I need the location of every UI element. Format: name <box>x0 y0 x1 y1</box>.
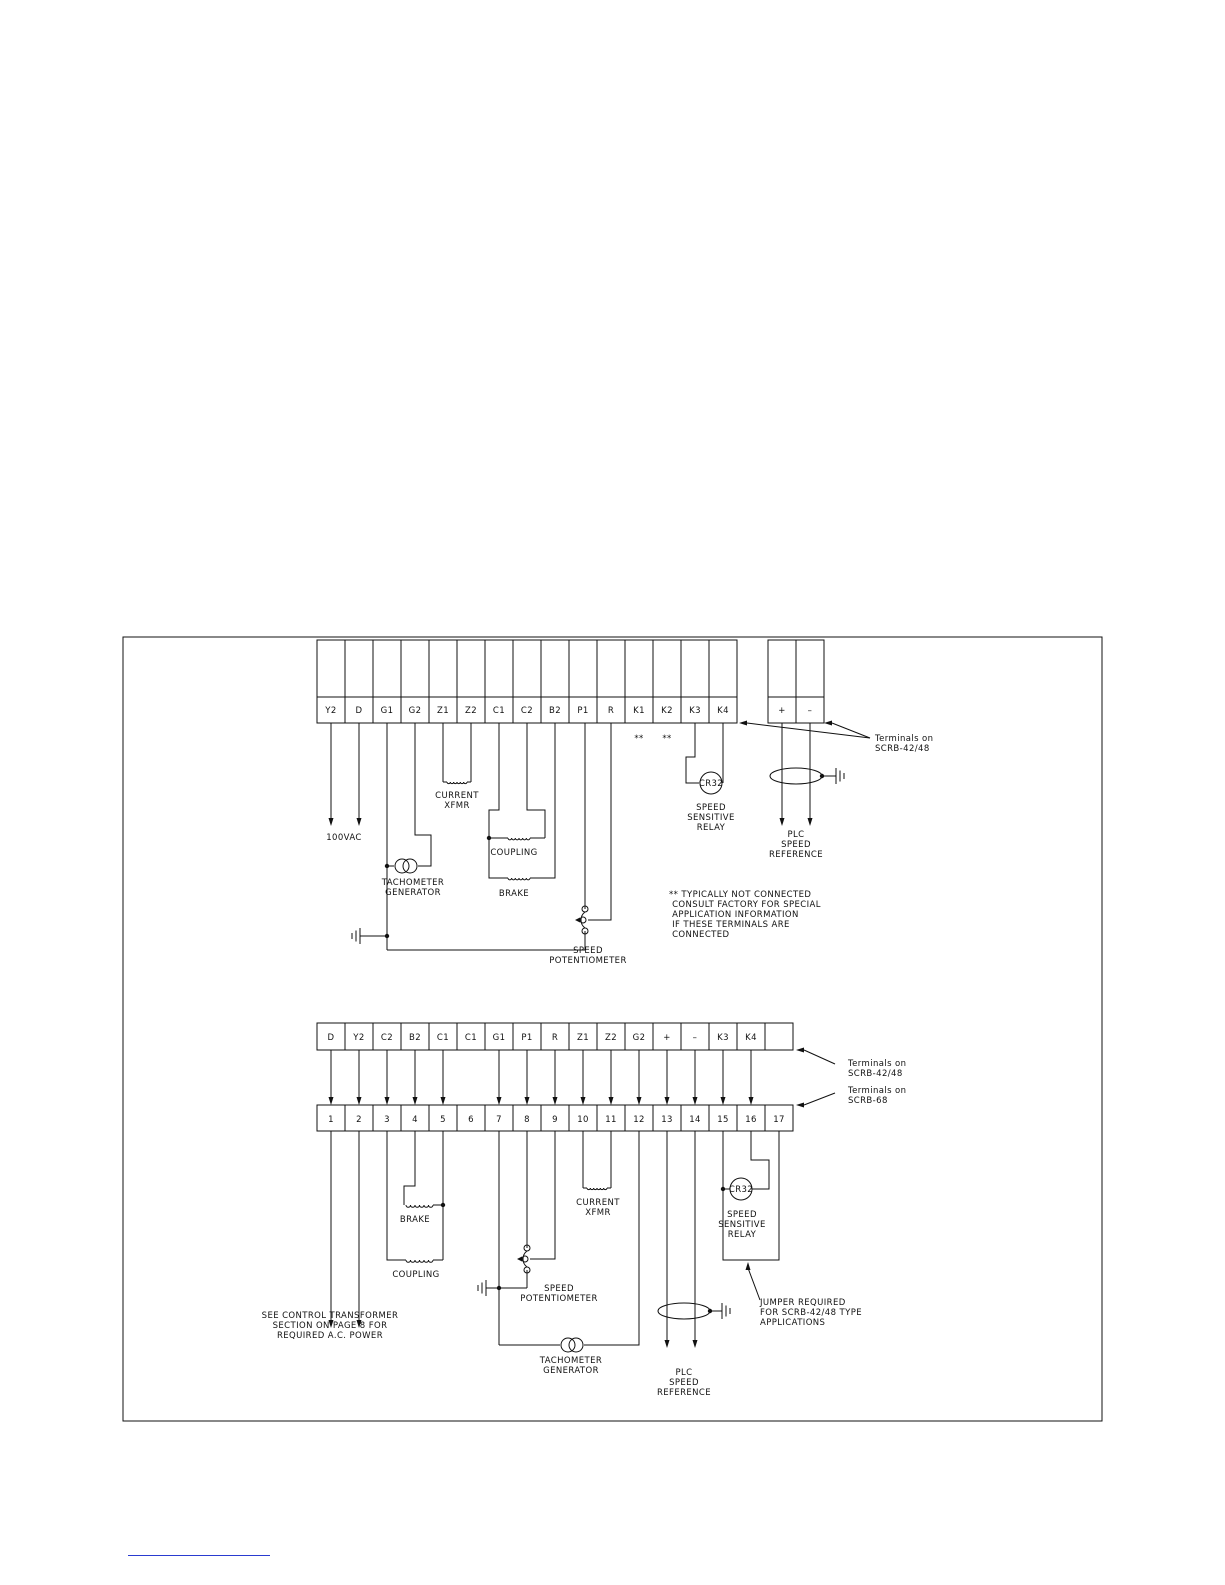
current-xfmr-coil <box>447 782 467 784</box>
note-jumper: JUMPER REQUIRED FOR SCRB-42/48 TYPE APPLICATIONS <box>760 1298 863 1328</box>
terminal-label-top: Z2 <box>604 1033 618 1043</box>
leader-line <box>804 1093 835 1105</box>
arrowhead <box>721 1097 726 1105</box>
terminal-label-bottom: 6 <box>468 1115 474 1125</box>
wire-3 <box>387 1131 406 1260</box>
terminal-label-top: G1 <box>492 1033 506 1043</box>
terminal-label-top: G2 <box>632 1033 646 1043</box>
note-current-xfmr-2: CURRENT XFMR <box>576 1198 620 1218</box>
note-star-k2: ** <box>662 734 672 744</box>
ground-plc <box>836 768 844 784</box>
terminal-label-c2: C2 <box>520 706 534 716</box>
arrowhead <box>796 1103 804 1108</box>
terminal-label-bottom: 12 <box>633 1115 645 1125</box>
terminal-label-top: D <box>327 1033 335 1043</box>
terminal-label-k1: K1 <box>633 706 645 716</box>
terminal-label-bottom: 1 <box>328 1115 334 1125</box>
terminal-label-b2: B2 <box>548 706 562 716</box>
wire-layer <box>317 640 870 1352</box>
relay-coil-label: CR32 <box>728 1185 754 1195</box>
relay-coil-label: CR32 <box>698 779 724 789</box>
note-speed-potentiometer-2: SPEED POTENTIOMETER <box>520 1284 598 1304</box>
terminals-note: Terminals on SCRB-42/48 <box>875 734 934 754</box>
arrowhead <box>575 918 580 923</box>
terminal-label-k4: K4 <box>717 706 729 716</box>
arrowhead <box>637 1097 642 1105</box>
arrowhead <box>665 1097 670 1105</box>
terminal-label-r: R <box>607 706 615 716</box>
terminal-label-g2: G2 <box>408 706 422 716</box>
arrowhead <box>497 1097 502 1105</box>
arrowhead <box>329 818 334 826</box>
arrowhead <box>525 1097 530 1105</box>
arrowhead <box>413 1097 418 1105</box>
wire-9 <box>530 1131 555 1259</box>
ground-plc-2 <box>722 1303 730 1319</box>
arrowhead <box>796 1048 804 1053</box>
note-typically: ** TYPICALLY NOT CONNECTED CONSULT FACTORY FOR SPECIAL APPLICATION INFORMATION IF THESE TERMINALS ARE CONNECTED <box>669 890 821 940</box>
terminal-label-bottom: 7 <box>496 1115 502 1125</box>
note-plc-2: PLC SPEED REFERENCE <box>656 1368 712 1398</box>
terminal-label-top: R <box>551 1033 559 1043</box>
arrowhead <box>357 818 362 826</box>
terminal-label-bottom: 13 <box>661 1115 673 1125</box>
note-coupling: COUPLING <box>490 848 538 858</box>
arrowhead <box>749 1097 754 1105</box>
terminal-label-bottom: 17 <box>773 1115 785 1125</box>
terminal-label-plc: – <box>807 706 813 716</box>
wire-c2 <box>527 723 545 838</box>
label-layer <box>262 706 934 1398</box>
terminal-label-top: C2 <box>380 1033 394 1043</box>
arrowhead <box>739 721 747 726</box>
arrowhead <box>693 1097 698 1105</box>
terminal-label-top: B2 <box>408 1033 422 1043</box>
terminal-label-bottom: 11 <box>605 1115 617 1125</box>
arrowhead <box>808 818 813 826</box>
arrowhead <box>553 1097 558 1105</box>
coupling-coil-2 <box>406 1260 433 1262</box>
terminal-label-k3: K3 <box>689 706 701 716</box>
ground-2 <box>478 1280 486 1296</box>
leader-line <box>748 1268 760 1300</box>
brake-coil-2 <box>406 1205 433 1207</box>
arrowhead <box>581 1097 586 1105</box>
arrowhead <box>609 1097 614 1105</box>
note-tachometer-2: TACHOMETER GENERATOR <box>539 1356 603 1376</box>
potentiometer-arc <box>581 912 585 928</box>
brake-coil <box>508 878 530 880</box>
note-control-transformer: SEE CONTROL TRANSFORMER SECTION ON PAGE 8 FOR REQUIRED A.C. POWER <box>261 1311 399 1341</box>
footer-link-underline[interactable] <box>128 1555 270 1556</box>
terminal-label-top: P1 <box>521 1033 533 1043</box>
terminal-label-bottom: 14 <box>689 1115 701 1125</box>
note-speed-potentiometer: SPEED POTENTIOMETER <box>549 946 627 966</box>
coupling-coil <box>508 838 530 840</box>
arrowhead <box>357 1097 362 1105</box>
wire-r <box>588 723 611 920</box>
arrowhead <box>780 818 785 826</box>
note-relay-2: SPEED SENSITIVE RELAY <box>718 1210 766 1240</box>
terminal-label-c1: C1 <box>492 706 506 716</box>
arrowhead <box>329 1097 334 1105</box>
shield-symbol <box>770 768 822 784</box>
terminal-label-top: C1 <box>464 1033 478 1043</box>
arrowhead <box>665 1340 670 1348</box>
terminal-label-top: C1 <box>436 1033 450 1043</box>
terminal-label-top: K3 <box>717 1033 729 1043</box>
terminal-label-bottom: 4 <box>412 1115 418 1125</box>
terminal-label-p1: P1 <box>577 706 589 716</box>
note-coupling-2: COUPLING <box>392 1270 440 1280</box>
terminal-label-bottom: 5 <box>440 1115 446 1125</box>
arrowhead <box>441 1097 446 1105</box>
note-tachometer: TACHOMETER GENERATOR <box>381 878 445 898</box>
potentiometer-arc <box>523 1251 527 1267</box>
terminal-label-k2: K2 <box>661 706 673 716</box>
note-star-k1: ** <box>634 734 644 744</box>
tachometer-symbol <box>403 859 417 873</box>
note-brake: BRAKE <box>498 889 530 899</box>
note-plc: PLC SPEED REFERENCE <box>768 830 824 860</box>
terminal-label-top: K4 <box>745 1033 757 1043</box>
tachometer-generator-2 <box>561 1338 575 1352</box>
terminal-label-top: Z1 <box>576 1033 590 1043</box>
terminal-label-g1: G1 <box>380 706 394 716</box>
arrowhead <box>517 1257 522 1262</box>
terminal-label-top: + <box>663 1033 671 1043</box>
current-xfmr-coil-2 <box>587 1188 607 1190</box>
terminal-label-z1: Z1 <box>436 706 450 716</box>
note-current-xfmr: CURRENT XFMR <box>435 791 479 811</box>
terminal-label-bottom: 16 <box>745 1115 757 1125</box>
terminal-label-bottom: 2 <box>356 1115 362 1125</box>
terminal-label-top: Y2 <box>353 1033 365 1043</box>
wire-4 <box>404 1131 415 1205</box>
shield-symbol-2 <box>658 1303 710 1319</box>
tachometer-symbol <box>569 1338 583 1352</box>
terminal-label-bottom: 8 <box>524 1115 530 1125</box>
terminal-label-top: – <box>692 1033 698 1043</box>
terminal-label-y2: Y2 <box>325 706 337 716</box>
terminals-note-42-48: Terminals on SCRB-42/48 <box>848 1059 907 1079</box>
diagram-frame <box>123 637 1102 1421</box>
terminal-label-bottom: 3 <box>384 1115 390 1125</box>
leader-line <box>804 1050 835 1064</box>
terminal-label-z2: Z2 <box>464 706 478 716</box>
terminals-note-68: Terminals on SCRB-68 <box>848 1086 907 1106</box>
note-brake-2: BRAKE <box>399 1215 431 1225</box>
note-relay: SPEED SENSITIVE RELAY <box>687 803 735 833</box>
terminal-label-bottom: 9 <box>552 1115 558 1125</box>
terminal-label-plc: + <box>778 706 786 716</box>
terminal-label-bottom: 10 <box>577 1115 589 1125</box>
tachometer-generator <box>395 859 409 873</box>
wire-k3 <box>686 723 699 783</box>
terminal-label-d: D <box>355 706 363 716</box>
wire-16 <box>751 1131 769 1189</box>
wire-g2 <box>415 723 431 866</box>
arrowhead <box>385 1097 390 1105</box>
arrowhead <box>693 1340 698 1348</box>
arrowhead <box>824 721 832 726</box>
ground-1 <box>352 928 360 944</box>
note-100vac: 100VAC <box>326 833 362 843</box>
terminal-label-bottom: 15 <box>717 1115 729 1125</box>
